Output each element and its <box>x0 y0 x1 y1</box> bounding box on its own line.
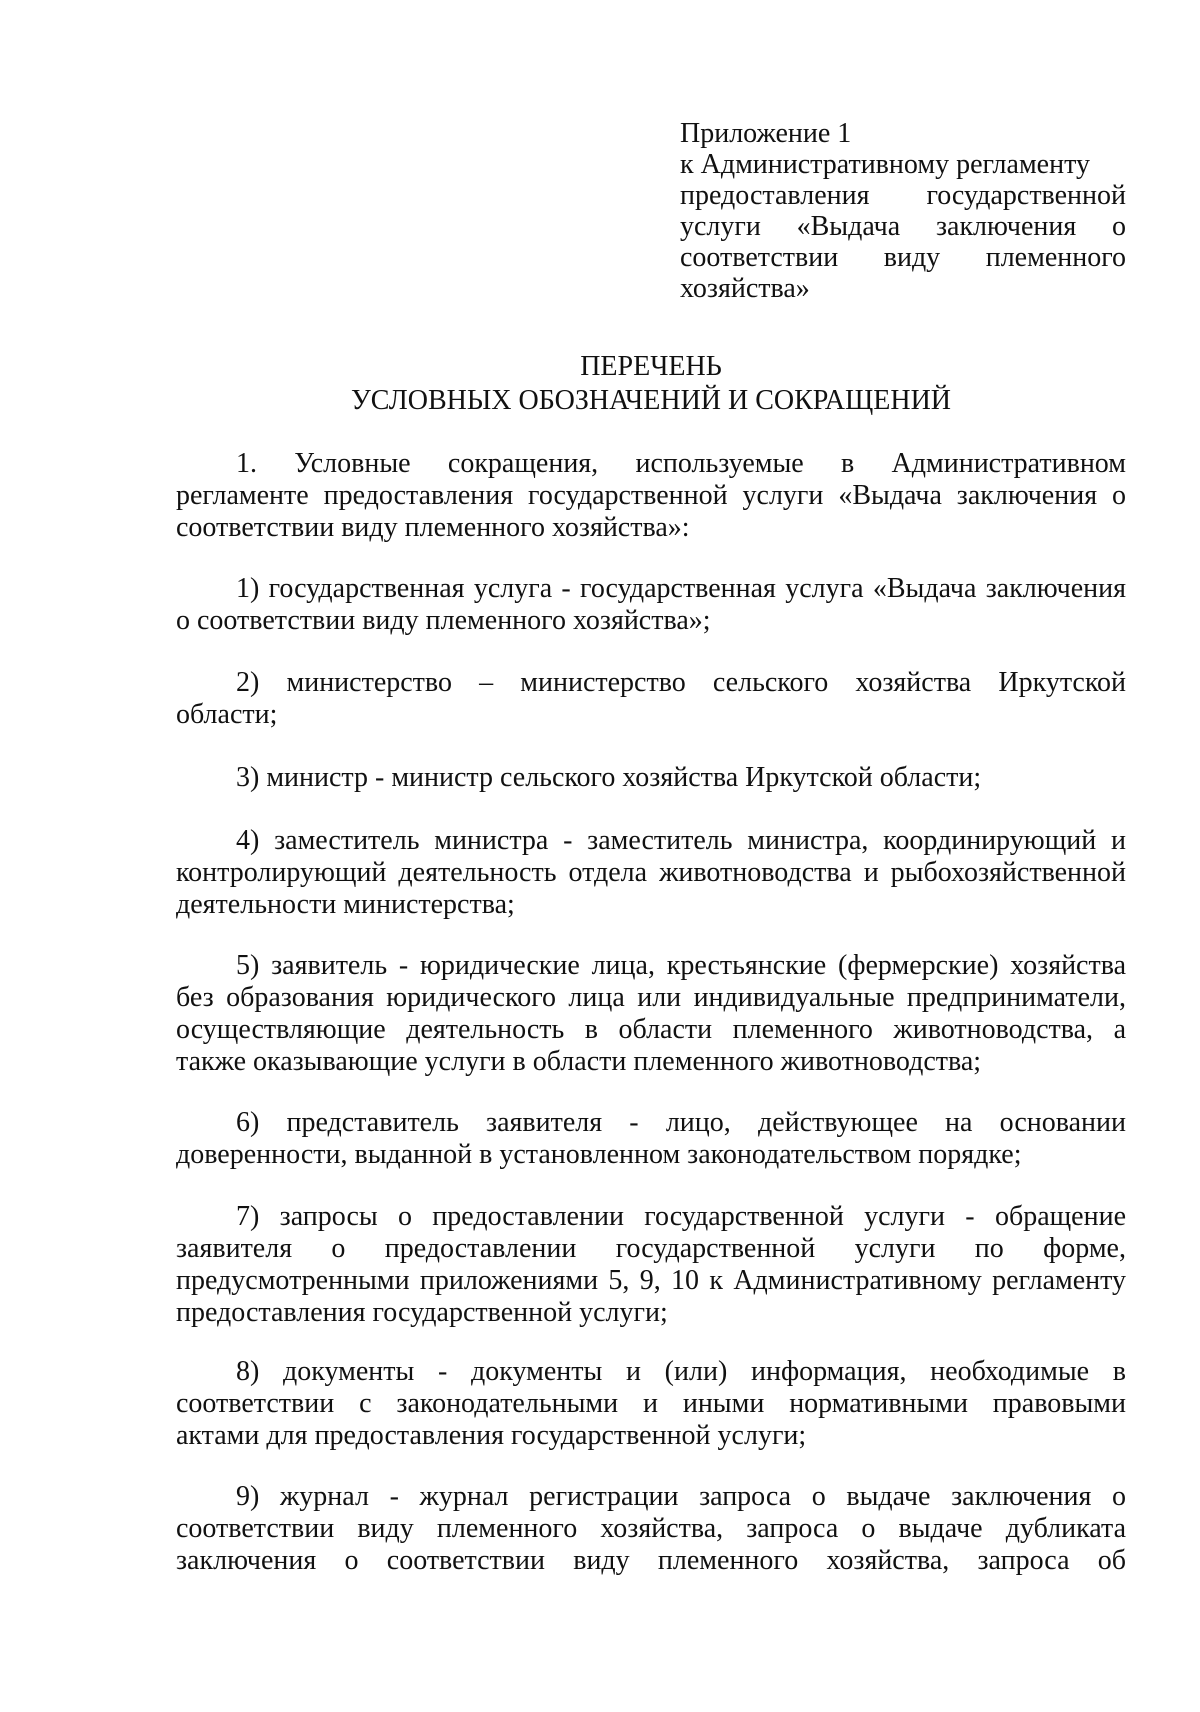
paragraph-line: 3) министр - министр сельского хозяйства Иркутской области; <box>236 762 982 793</box>
paragraph-line: контролирующий деятельность отдела животноводства и рыбохозяйственной <box>176 857 1126 888</box>
heading-title: ПЕРЕЧЕНЬ <box>580 351 722 382</box>
paragraph-line: 9) журнал - журнал регистрации запроса о выдаче заключения о <box>236 1481 1126 1512</box>
paragraph-line: 1. Условные сокращения, используемые в Административном <box>236 448 1126 479</box>
appendix-line: услуги «Выдача заключения о <box>680 211 1126 242</box>
heading-subtitle: УСЛОВНЫХ ОБОЗНАЧЕНИЙ И СОКРАЩЕНИЙ <box>350 385 952 416</box>
paragraph-line: также оказывающие услуги в области племенного животноводства; <box>176 1046 982 1077</box>
list-item-6 <box>176 1107 1126 1171</box>
paragraph-line: соответствии с законодательными и иными нормативными правовыми <box>176 1388 1126 1419</box>
list-item-4 <box>176 825 1126 921</box>
paragraph-line: заключения о соответствии виду племенного хозяйства, запроса об <box>176 1545 1126 1576</box>
paragraph-line: о соответствии виду племенного хозяйства»; <box>176 605 711 636</box>
paragraph-line: 2) министерство – министерство сельского хозяйства Иркутской <box>236 667 1126 698</box>
appendix-line: соответствии виду племенного <box>680 242 1126 273</box>
appendix-line: Приложение 1 <box>680 118 852 149</box>
list-item-2 <box>176 667 1126 731</box>
paragraph-line: 8) документы - документы и (или) информация, необходимые в <box>236 1356 1126 1387</box>
appendix-header <box>680 118 1126 304</box>
paragraph-line: осуществляющие деятельность в области племенного животноводства, а <box>176 1014 1126 1045</box>
paragraph-line: актами для предоставления государственной услуги; <box>176 1420 807 1451</box>
paragraph-line: деятельности министерства; <box>176 889 515 920</box>
paragraph-line: области; <box>176 699 278 730</box>
list-item-1 <box>176 573 1126 637</box>
paragraph-line: 6) представитель заявителя - лицо, действующее на основании <box>236 1107 1126 1138</box>
paragraph-line: соответствии виду племенного хозяйства»: <box>176 512 690 543</box>
list-item-3 <box>176 762 1126 794</box>
paragraph-line: 5) заявитель - юридические лица, крестьянские (фермерские) хозяйства <box>236 950 1126 981</box>
appendix-line: хозяйства» <box>680 273 810 304</box>
list-item-7 <box>176 1201 1126 1329</box>
appendix-line: к Административному регламенту <box>680 149 1090 180</box>
paragraph-line: 1) государственная услуга - государственная услуга «Выдача заключения <box>236 573 1126 604</box>
paragraph-line: заявителя о предоставлении государственной услуги по форме, <box>176 1233 1126 1264</box>
paragraph-line: доверенности, выданной в установленном законодательством порядке; <box>176 1139 1022 1170</box>
paragraph-line: предусмотренными приложениями 5, 9, 10 к Административному регламенту <box>176 1265 1126 1296</box>
list-item-8 <box>176 1356 1126 1452</box>
paragraph-line: предоставления государственной услуги; <box>176 1297 668 1328</box>
paragraph-line: 4) заместитель министра - заместитель министра, координирующий и <box>236 825 1126 856</box>
paragraph-intro <box>176 448 1126 544</box>
paragraph-line: без образования юридического лица или индивидуальные предприниматели, <box>176 982 1126 1013</box>
list-item-5 <box>176 950 1126 1078</box>
appendix-line: предоставления государственной <box>680 180 1126 211</box>
list-item-9 <box>176 1481 1126 1577</box>
paragraph-line: регламенте предоставления государственной услуги «Выдача заключения о <box>176 480 1126 511</box>
paragraph-line: 7) запросы о предоставлении государственной услуги - обращение <box>236 1201 1126 1232</box>
paragraph-line: соответствии виду племенного хозяйства, запроса о выдаче дубликата <box>176 1513 1126 1544</box>
